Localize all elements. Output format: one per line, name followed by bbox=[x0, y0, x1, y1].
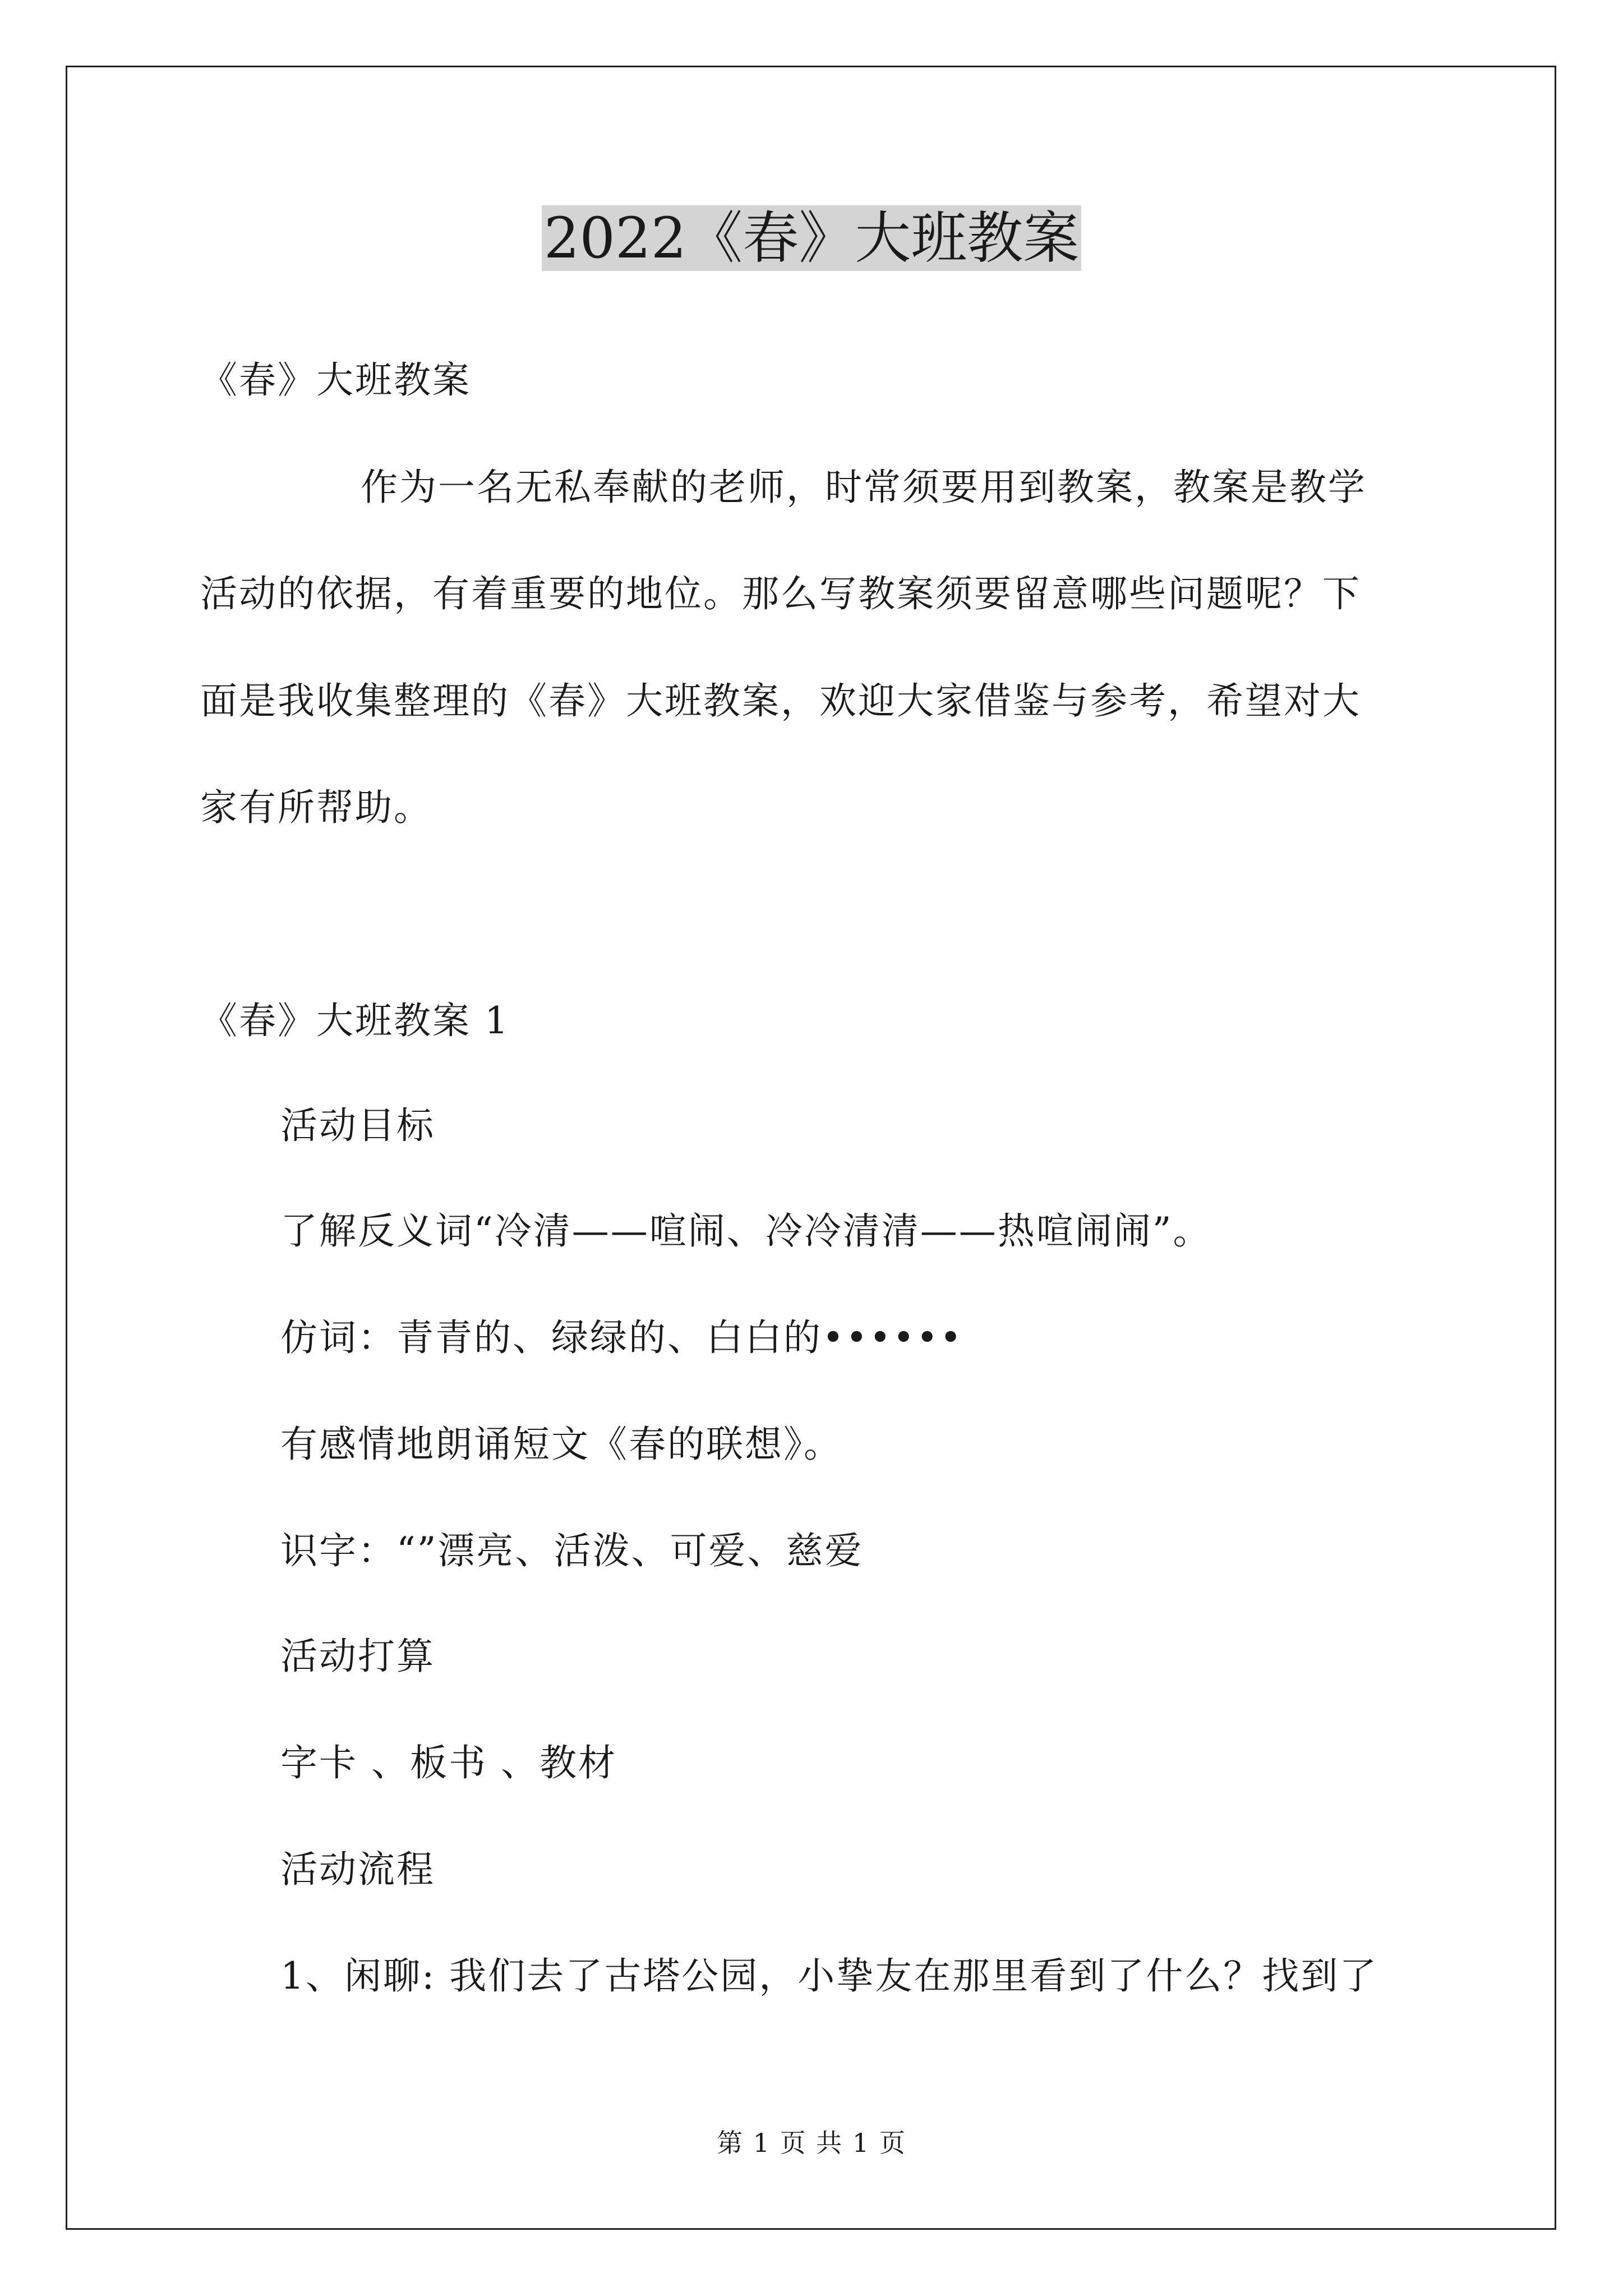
body-line-7: 字卡 、板书 、教材 bbox=[280, 1741, 617, 1784]
body-line-3: 仿词：青青的、绿绿的、白白的•••••• bbox=[280, 1316, 963, 1359]
body-line-4: 有感情地朗诵短文《春的联想》。 bbox=[280, 1423, 842, 1466]
body-line-2: 了解反义词“冷清——喧闹、冷冷清清——热喧闹闹”。 bbox=[280, 1209, 1212, 1253]
body-line-9: 1、闲聊: 我们去了古塔公园，小挚友在那里看到了什么？找到了 bbox=[280, 1954, 1378, 1998]
page-footer: 第 1 页 共 1 页 bbox=[717, 2128, 906, 2158]
intro-line-3: 面是我收集整理的《春》大班教案，欢迎大家借鉴与参考，希望对大 bbox=[200, 679, 1361, 723]
body-line-5: 识字：“”漂亮、活泼、可爱、慈爱 bbox=[280, 1529, 864, 1572]
document-title-text: 2022《春》大班教案 bbox=[542, 205, 1082, 271]
section-heading: 《春》大班教案 1 bbox=[200, 999, 510, 1042]
body-line-6: 活动打算 bbox=[280, 1635, 435, 1678]
intro-line-1: 作为一名无私奉献的老师，时常须要用到教案，教案是教学 bbox=[361, 466, 1367, 509]
intro-line-4: 家有所帮助。 bbox=[200, 786, 432, 829]
document-title bbox=[0, 199, 1623, 278]
subtitle: 《春》大班教案 bbox=[200, 358, 471, 402]
body-line-8: 活动流程 bbox=[280, 1848, 435, 1891]
intro-line-2: 活动的依据，有着重要的地位。那么写教案须要留意哪些问题呢？下 bbox=[200, 572, 1361, 615]
body-line-1: 活动目标 bbox=[280, 1104, 435, 1147]
